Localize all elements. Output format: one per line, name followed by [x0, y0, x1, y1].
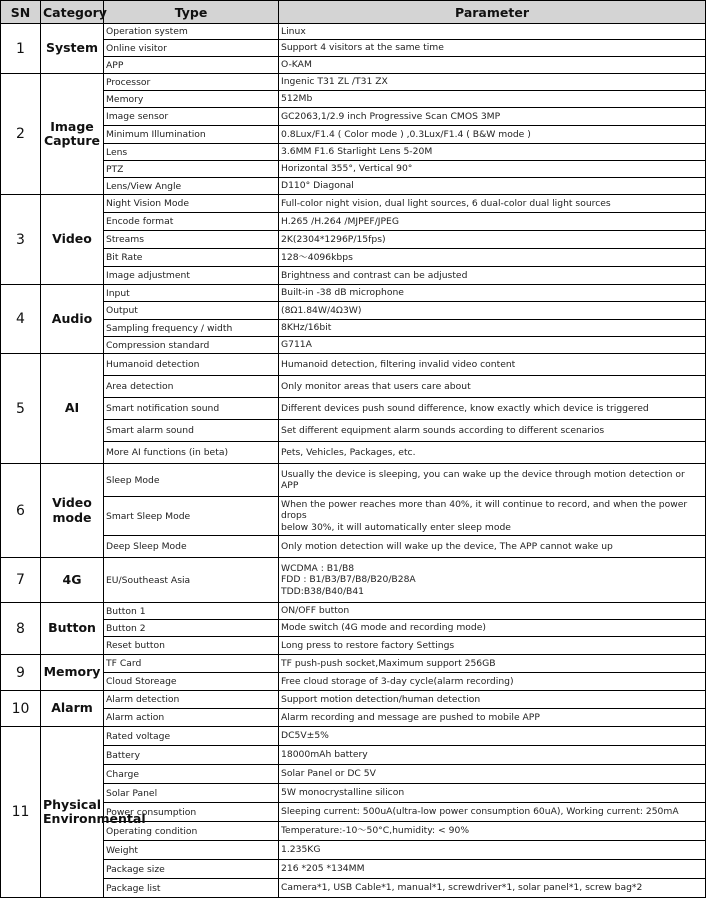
- parameter-line: Ingenic T31 ZL /T31 ZX: [281, 76, 388, 88]
- type-cell: Button 1: [104, 603, 279, 620]
- sn-cell: 4: [1, 285, 41, 354]
- table-row: [1, 267, 706, 285]
- header-type: Type: [104, 1, 279, 24]
- parameter-line: Camera*1, USB Cable*1, manual*1, screwdriver*1, solar panel*1, screw bag*2: [281, 882, 643, 894]
- type-cell: Weight: [104, 841, 279, 860]
- type-cell: Image sensor: [104, 108, 279, 126]
- category-cell: System: [41, 24, 104, 74]
- parameter-cell: [279, 57, 706, 74]
- parameter-line: GC2063,1/2.9 inch Progressive Scan CMOS 3MP: [281, 110, 501, 122]
- table-row: [1, 213, 706, 231]
- type-cell: Lens: [104, 144, 279, 161]
- parameter-cell: [279, 213, 706, 231]
- parameter-cell: [279, 40, 706, 57]
- type-cell: Smart alarm sound: [104, 420, 279, 442]
- type-cell: Bit Rate: [104, 249, 279, 267]
- parameter-line: Mode switch (4G mode and recording mode): [281, 622, 486, 634]
- type-cell: Alarm action: [104, 709, 279, 727]
- parameter-line: Only motion detection will wake up the device, The APP cannot wake up: [281, 540, 613, 552]
- sn-cell: 10: [1, 691, 41, 727]
- type-cell: TF Card: [104, 655, 279, 673]
- parameter-line: 3.6MM F1.6 Starlight Lens 5-20M: [281, 146, 433, 158]
- parameter-cell: [279, 420, 706, 442]
- parameter-line: DC5V±5%: [281, 730, 329, 742]
- parameter-cell: [279, 691, 706, 709]
- table-row: [1, 655, 706, 673]
- category-cell: Image Capture: [41, 74, 104, 195]
- parameter-cell: [279, 161, 706, 178]
- table-row: [1, 620, 706, 637]
- type-cell: Power consumption: [104, 803, 279, 822]
- table-row: [1, 691, 706, 709]
- table-row: [1, 195, 706, 213]
- table-row: [1, 302, 706, 320]
- table-row: [1, 673, 706, 691]
- parameter-cell: [279, 231, 706, 249]
- parameter-line: Horizontal 355°, Vertical 90°: [281, 163, 413, 175]
- header-row: [1, 1, 706, 24]
- parameter-cell: [279, 822, 706, 841]
- parameter-cell: [279, 24, 706, 40]
- type-cell: Encode format: [104, 213, 279, 231]
- type-cell: Humanoid detection: [104, 354, 279, 376]
- table-row: [1, 558, 706, 603]
- parameter-cell: [279, 285, 706, 302]
- parameter-line: Usually the device is sleeping, you can wake up the device through motion detection or APP: [281, 468, 685, 491]
- type-cell: Battery: [104, 746, 279, 765]
- parameter-line: 5W monocrystalline silicon: [281, 787, 405, 799]
- parameter-line: 18000mAh battery: [281, 749, 368, 761]
- parameter-cell: [279, 536, 706, 558]
- type-cell: Operation system: [104, 24, 279, 40]
- parameter-cell: [279, 249, 706, 267]
- category-cell: Memory: [41, 655, 104, 691]
- type-cell: Online visitor: [104, 40, 279, 57]
- parameter-line: Set different equipment alarm sounds according to different scenarios: [281, 424, 605, 436]
- parameter-cell: [279, 673, 706, 691]
- sn-cell: 7: [1, 558, 41, 603]
- parameter-line: Only monitor areas that users care about: [281, 380, 471, 392]
- table-row: [1, 603, 706, 620]
- type-cell: Processor: [104, 74, 279, 91]
- type-cell: Sleep Mode: [104, 464, 279, 497]
- type-cell: Deep Sleep Mode: [104, 536, 279, 558]
- parameter-line: 2K(2304*1296P/15fps): [281, 233, 386, 245]
- parameter-line: Sleeping current: 500uA(ultra-low power consumption 60uA), Working current: 250mA: [281, 806, 679, 818]
- type-cell: Image adjustment: [104, 267, 279, 285]
- parameter-cell: [279, 354, 706, 376]
- parameter-cell: [279, 144, 706, 161]
- parameter-cell: [279, 398, 706, 420]
- parameter-line: G711A: [281, 339, 312, 351]
- table-row: [1, 40, 706, 57]
- parameter-line: below 30%, it will automatically enter sleep mode: [281, 521, 511, 533]
- type-cell: Streams: [104, 231, 279, 249]
- type-cell: More AI functions (in beta): [104, 442, 279, 464]
- type-cell: Compression standard: [104, 337, 279, 354]
- parameter-line: Support 4 visitors at the same time: [281, 42, 444, 54]
- parameter-cell: [279, 727, 706, 746]
- type-cell: Input: [104, 285, 279, 302]
- parameter-cell: [279, 74, 706, 91]
- parameter-line: 1.235KG: [281, 844, 321, 856]
- type-cell: Cloud Storeage: [104, 673, 279, 691]
- parameter-cell: [279, 620, 706, 637]
- parameter-line: Solar Panel or DC 5V: [281, 768, 376, 780]
- parameter-line: D110° Diagonal: [281, 180, 354, 192]
- parameter-line: TF push-push socket,Maximum support 256GB: [281, 657, 496, 669]
- parameter-cell: [279, 603, 706, 620]
- parameter-line: O-KAM: [281, 59, 312, 71]
- table-row: [1, 442, 706, 464]
- table-row: [1, 24, 706, 40]
- type-cell: Rated voltage: [104, 727, 279, 746]
- parameter-line: 0.8Lux/F1.4 ( Color mode ) ,0.3Lux/F1.4 ( B&W mode ): [281, 128, 531, 140]
- type-cell: APP: [104, 57, 279, 74]
- table-row: [1, 337, 706, 354]
- type-cell: Night Vision Mode: [104, 195, 279, 213]
- type-cell: Smart Sleep Mode: [104, 497, 279, 536]
- parameter-line: 216 *205 *134MM: [281, 863, 365, 875]
- sn-cell: 11: [1, 727, 41, 898]
- parameter-cell: [279, 91, 706, 108]
- type-cell: Output: [104, 302, 279, 320]
- table-row: [1, 144, 706, 161]
- parameter-line: H.265 /H.264 /MJPEF/JPEG: [281, 215, 399, 227]
- type-cell: Reset button: [104, 637, 279, 655]
- table-row: [1, 879, 706, 898]
- table-row: [1, 420, 706, 442]
- parameter-line: Brightness and contrast can be adjusted: [281, 269, 468, 281]
- type-cell: Charge: [104, 765, 279, 784]
- table-row: [1, 841, 706, 860]
- parameter-line: Alarm recording and message are pushed to mobile APP: [281, 711, 540, 723]
- category-cell: Video: [41, 195, 104, 285]
- parameter-cell: [279, 879, 706, 898]
- parameter-cell: [279, 655, 706, 673]
- type-cell: Solar Panel: [104, 784, 279, 803]
- parameter-cell: [279, 637, 706, 655]
- type-cell: EU/Southeast Asia: [104, 558, 279, 603]
- parameter-line: Linux: [281, 25, 306, 37]
- parameter-line: TDD:B38/B40/B41: [281, 585, 365, 597]
- table-row: [1, 74, 706, 91]
- table-row: [1, 765, 706, 784]
- table-row: [1, 161, 706, 178]
- type-cell: Operating condition: [104, 822, 279, 841]
- table-row: [1, 398, 706, 420]
- parameter-cell: [279, 746, 706, 765]
- type-cell: Alarm detection: [104, 691, 279, 709]
- parameter-cell: [279, 784, 706, 803]
- parameter-line: ON/OFF button: [281, 605, 350, 617]
- table-row: [1, 727, 706, 746]
- parameter-cell: [279, 442, 706, 464]
- type-cell: Lens/View Angle: [104, 178, 279, 195]
- category-cell: Button: [41, 603, 104, 655]
- parameter-cell: [279, 841, 706, 860]
- parameter-cell: [279, 497, 706, 536]
- sn-cell: 3: [1, 195, 41, 285]
- type-cell: Button 2: [104, 620, 279, 637]
- type-cell: Package size: [104, 860, 279, 879]
- parameter-cell: [279, 320, 706, 337]
- table-row: [1, 784, 706, 803]
- table-row: [1, 354, 706, 376]
- parameter-cell: [279, 464, 706, 497]
- parameter-line: 8KHz/16bit: [281, 322, 332, 334]
- category-cell: Alarm: [41, 691, 104, 727]
- table-row: [1, 178, 706, 195]
- table-row: [1, 709, 706, 727]
- table-row: [1, 376, 706, 398]
- table-row: [1, 285, 706, 302]
- parameter-line: Pets, Vehicles, Packages, etc.: [281, 446, 416, 458]
- header-sn: SN: [1, 1, 41, 24]
- table-row: [1, 320, 706, 337]
- type-cell: Memory: [104, 91, 279, 108]
- category-cell: 4G: [41, 558, 104, 603]
- sn-cell: 1: [1, 24, 41, 74]
- table-row: [1, 637, 706, 655]
- type-cell: Package list: [104, 879, 279, 898]
- parameter-cell: [279, 126, 706, 144]
- table-row: [1, 57, 706, 74]
- parameter-line: FDD : B1/B3/B7/B8/B20/B28A: [281, 574, 416, 586]
- parameter-cell: [279, 860, 706, 879]
- table-row: [1, 746, 706, 765]
- parameter-cell: [279, 267, 706, 285]
- parameter-cell: [279, 337, 706, 354]
- parameter-cell: [279, 376, 706, 398]
- parameter-line: Full-color night vision, dual light sources, 6 dual-color dual light sources: [281, 197, 611, 209]
- parameter-line: 128～4096kbps: [281, 251, 353, 263]
- parameter-line: WCDMA : B1/B8: [281, 562, 355, 574]
- parameter-line: When the power reaches more than 40%, it will continue to record, and when the power drops: [281, 498, 688, 522]
- sn-cell: 2: [1, 74, 41, 195]
- type-cell: Smart notification sound: [104, 398, 279, 420]
- parameter-line: Built-in -38 dB microphone: [281, 287, 404, 299]
- parameter-cell: [279, 709, 706, 727]
- parameter-cell: [279, 765, 706, 784]
- header-parameter: Parameter: [279, 1, 706, 24]
- parameter-line: (8Ω1.84W/4Ω3W): [281, 304, 362, 316]
- sn-cell: 6: [1, 464, 41, 558]
- table-row: [1, 91, 706, 108]
- table-row: [1, 497, 706, 536]
- category-cell: Audio: [41, 285, 104, 354]
- table-row: [1, 108, 706, 126]
- table-row: [1, 231, 706, 249]
- parameter-line: 512Mb: [281, 93, 313, 105]
- parameter-line: Humanoid detection, filtering invalid video content: [281, 358, 516, 370]
- parameter-cell: [279, 558, 706, 603]
- sn-cell: 5: [1, 354, 41, 464]
- parameter-line: Temperature:-10～50°C,humidity: < 90%: [281, 825, 470, 837]
- category-cell: Video mode: [41, 464, 104, 558]
- parameter-line: Different devices push sound difference, know exactly which device is triggered: [281, 402, 649, 414]
- parameter-cell: [279, 178, 706, 195]
- table-row: [1, 249, 706, 267]
- sn-cell: 8: [1, 603, 41, 655]
- parameter-line: Long press to restore factory Settings: [281, 639, 455, 651]
- type-cell: Area detection: [104, 376, 279, 398]
- parameter-cell: [279, 195, 706, 213]
- parameter-cell: [279, 108, 706, 126]
- table-row: [1, 860, 706, 879]
- table-row: [1, 126, 706, 144]
- parameter-cell: [279, 803, 706, 822]
- header-category: Category: [41, 1, 104, 24]
- table-row: [1, 464, 706, 497]
- sn-cell: 9: [1, 655, 41, 691]
- type-cell: PTZ: [104, 161, 279, 178]
- parameter-cell: [279, 302, 706, 320]
- parameter-line: Free cloud storage of 3-day cycle(alarm recording): [281, 675, 514, 687]
- table-row: [1, 536, 706, 558]
- type-cell: Minimum Illumination: [104, 126, 279, 144]
- category-cell: Physical Environmental: [41, 727, 104, 898]
- parameter-line: Support motion detection/human detection: [281, 693, 481, 705]
- type-cell: Sampling frequency / width: [104, 320, 279, 337]
- category-cell: AI: [41, 354, 104, 464]
